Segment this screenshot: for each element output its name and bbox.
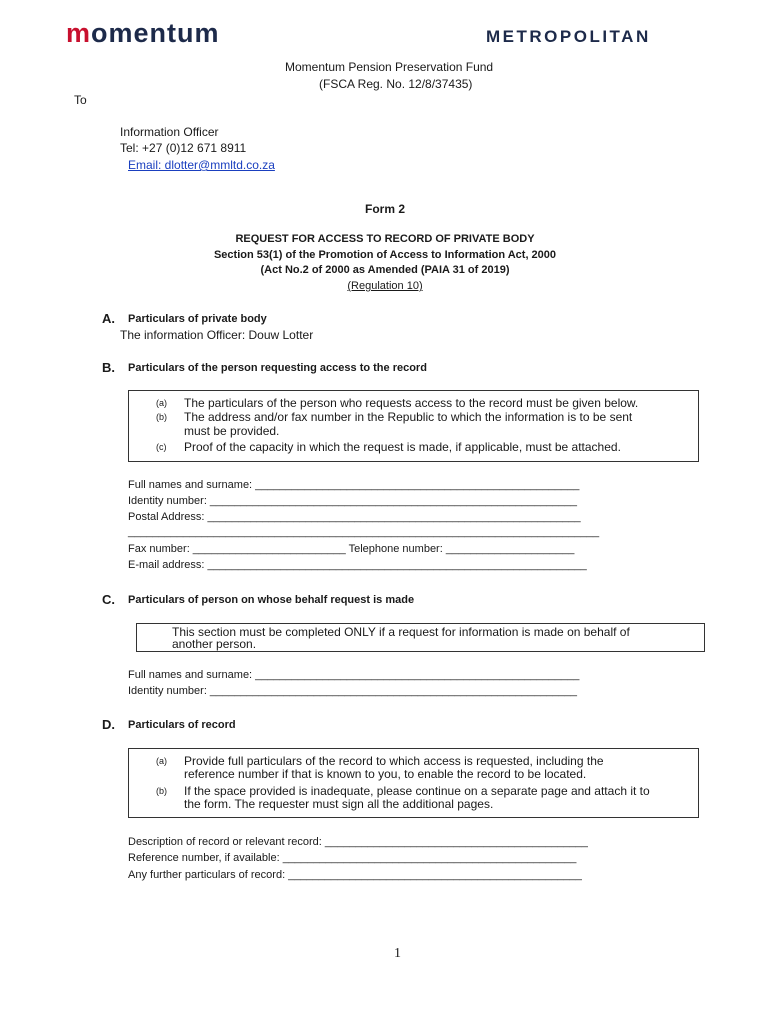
metropolitan-logo: METROPOLITAN	[486, 27, 651, 46]
section-d-letter: D.	[102, 717, 115, 732]
section-b-letter: B.	[102, 360, 115, 375]
to-label: To	[74, 93, 87, 107]
form-regulation: (Regulation 10)	[347, 280, 423, 292]
fund-reg: (FSCA Reg. No. 12/8/37435)	[319, 77, 473, 91]
record-description-field[interactable]: Description of record or relevant record: ___________________________________________	[128, 836, 588, 848]
postal-address-field[interactable]: Postal Address: _____________________________________________________________	[128, 511, 581, 523]
officer-email-link[interactable]: Email: dlotter@mmltd.co.za	[128, 158, 275, 172]
section-b-title: Particulars of the person requesting access to the record	[128, 362, 427, 374]
section-c-note-line2: another person.	[172, 637, 257, 651]
page-number: 1	[394, 946, 401, 961]
section-d-title: Particulars of record	[128, 719, 236, 731]
section-a-title: Particulars of private body	[128, 313, 267, 325]
behalf-identity-number-field[interactable]: Identity number: ____________________________________________________________	[128, 685, 577, 697]
fund-name: Momentum Pension Preservation Fund	[285, 60, 494, 74]
section-a-letter: A.	[102, 311, 115, 326]
section-c-title: Particulars of person on whose behalf request is made	[128, 594, 415, 606]
section-d-note-box: (a) Provide full particulars of the record to which access is requested, including the reference number if that is known to you, to enable the record to be located. (b) If the space provided is inadequate, please continue on a separate page and attach it to the form. The requester must sign all the additional pages.	[128, 748, 699, 818]
section-a-officer: The information Officer: Douw Lotter	[120, 328, 314, 342]
momentum-logo: momentum	[66, 18, 220, 48]
section-c-letter: C.	[102, 592, 115, 607]
section-c-note-box	[136, 623, 705, 652]
section-c-note-line1: This section must be completed ONLY if a request for information is made on behalf of	[172, 625, 630, 639]
section-b-note-box: (a) The particulars of the person who requests access to the record must be given below. (b) The address and/or fax number in the Republic to which the information is to be sent must be provided. (c) Proof of the capacity in which the request is made, if applicable, must be attached.	[128, 390, 699, 462]
full-names-field[interactable]: Full names and surname: _____________________________________________________	[128, 479, 580, 491]
fax-telephone-field[interactable]: Fax number: _________________________ Telephone number: _____________________	[128, 543, 575, 555]
email-address-field[interactable]: E-mail address: ______________________________________________________________	[128, 559, 587, 571]
form-act-line: Section 53(1) of the Promotion of Access to Information Act, 2000	[213, 249, 557, 261]
identity-number-field[interactable]: Identity number: ____________________________________________________________	[128, 495, 577, 507]
reference-number-field[interactable]: Reference number, if available: ________________________________________________	[128, 852, 577, 864]
form-title: REQUEST FOR ACCESS TO RECORD OF PRIVATE BODY	[235, 233, 535, 245]
postal-address-line2[interactable]: _____________________________________________________________________________	[128, 526, 600, 538]
form-number: Form 2	[364, 202, 405, 216]
behalf-full-names-field[interactable]: Full names and surname: _____________________________________________________	[128, 669, 580, 681]
form-amended-line: (Act No.2 of 2000 as Amended (PAIA 31 of 2019)	[260, 264, 510, 276]
further-particulars-field[interactable]: Any further particulars of record: ________________________________________________	[128, 869, 582, 881]
officer-tel: Tel: +27 (0)12 671 8911	[120, 141, 247, 155]
officer-title: Information Officer	[120, 125, 219, 139]
